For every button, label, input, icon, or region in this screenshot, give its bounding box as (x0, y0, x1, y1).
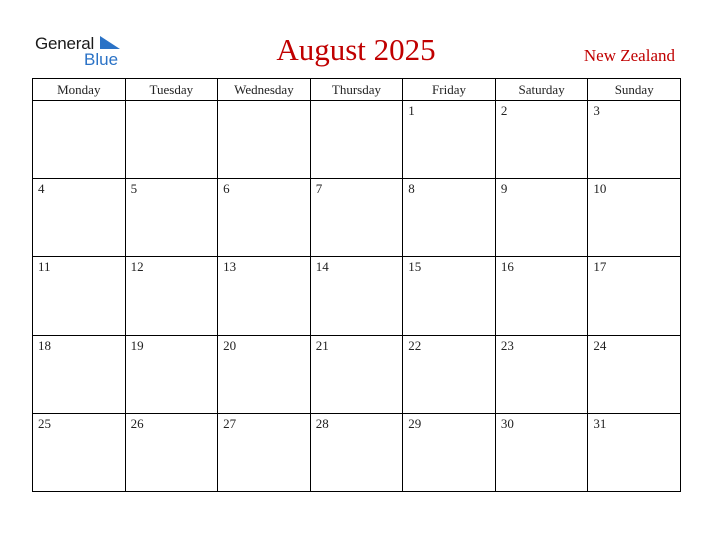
day-number: 2 (500, 103, 508, 118)
weekday-header: Saturday (495, 79, 588, 101)
country-label: New Zealand (583, 46, 675, 65)
day-cell (403, 413, 496, 491)
day-cell (33, 101, 126, 179)
week-row (33, 257, 681, 335)
day-cell (403, 179, 496, 257)
weekday-header: Tuesday (125, 79, 218, 101)
day-number: 11 (38, 259, 51, 275)
day-cell (125, 101, 218, 179)
day-cell (495, 101, 588, 179)
day-cell (495, 335, 588, 413)
day-number: 22 (408, 337, 422, 353)
weekday-header: Friday (403, 79, 496, 101)
day-cell (588, 413, 681, 491)
day-number: 25 (38, 415, 51, 431)
day-cell (218, 413, 311, 491)
week-row (33, 101, 681, 179)
day-number: 19 (130, 337, 144, 353)
day-number: 27 (223, 415, 237, 431)
day-number: 13 (223, 259, 237, 275)
day-number: 9 (500, 181, 508, 197)
day-cell (310, 179, 403, 257)
weekday-header: Thursday (310, 79, 403, 101)
day-cell (125, 413, 218, 491)
day-cell (218, 101, 311, 179)
page-title: August 2025 (276, 32, 436, 67)
day-number: 1 (408, 103, 415, 118)
day-cell (125, 335, 218, 413)
day-cell (33, 257, 126, 335)
weekday-header: Sunday (588, 79, 681, 101)
logo-text-general: General (35, 34, 95, 53)
day-cell (403, 257, 496, 335)
day-cell (588, 101, 681, 179)
day-cell (495, 257, 588, 335)
week-row (33, 335, 681, 413)
day-cell (588, 335, 681, 413)
weekday-header-row (33, 79, 681, 101)
day-number: 26 (130, 415, 144, 431)
day-number: 24 (593, 337, 607, 353)
day-cell (33, 335, 126, 413)
week-row (33, 179, 681, 257)
day-cell (33, 179, 126, 257)
day-cell (310, 413, 403, 491)
weekday-header: Wednesday (218, 79, 311, 101)
day-cell (33, 413, 126, 491)
day-cell (588, 257, 681, 335)
day-number: 7 (315, 181, 323, 197)
day-number: 12 (130, 259, 144, 275)
day-cell (310, 257, 403, 335)
day-cell (218, 335, 311, 413)
day-number: 8 (408, 181, 415, 197)
day-cell (403, 101, 496, 179)
day-number: 4 (38, 181, 45, 197)
day-cell (495, 413, 588, 491)
day-cell (125, 257, 218, 335)
day-number: 17 (593, 259, 607, 275)
day-cell (310, 335, 403, 413)
day-number: 29 (408, 415, 422, 431)
calendar-grid (32, 78, 681, 492)
day-number (311, 101, 403, 104)
day-cell (588, 179, 681, 257)
day-number (126, 101, 218, 104)
day-cell (310, 101, 403, 179)
weekday-header: Monday (33, 79, 126, 101)
day-number: 5 (130, 181, 138, 197)
day-number: 31 (593, 415, 607, 431)
day-number: 21 (315, 337, 329, 353)
day-number: 14 (315, 259, 329, 275)
day-number: 10 (593, 181, 607, 197)
week-row (33, 413, 681, 491)
logo-text-blue: Blue (84, 50, 119, 69)
day-number: 23 (500, 337, 514, 353)
day-number: 30 (500, 415, 514, 431)
day-number: 3 (593, 103, 600, 118)
day-cell (218, 257, 311, 335)
day-cell (218, 179, 311, 257)
day-number (33, 101, 125, 104)
day-cell (125, 179, 218, 257)
day-number: 18 (38, 337, 51, 353)
day-number: 16 (500, 259, 514, 275)
day-number: 20 (223, 337, 237, 353)
day-number: 6 (223, 181, 230, 197)
day-number (218, 101, 310, 104)
day-number: 15 (408, 259, 422, 275)
day-cell (495, 179, 588, 257)
day-number: 28 (315, 415, 329, 431)
day-cell (403, 335, 496, 413)
